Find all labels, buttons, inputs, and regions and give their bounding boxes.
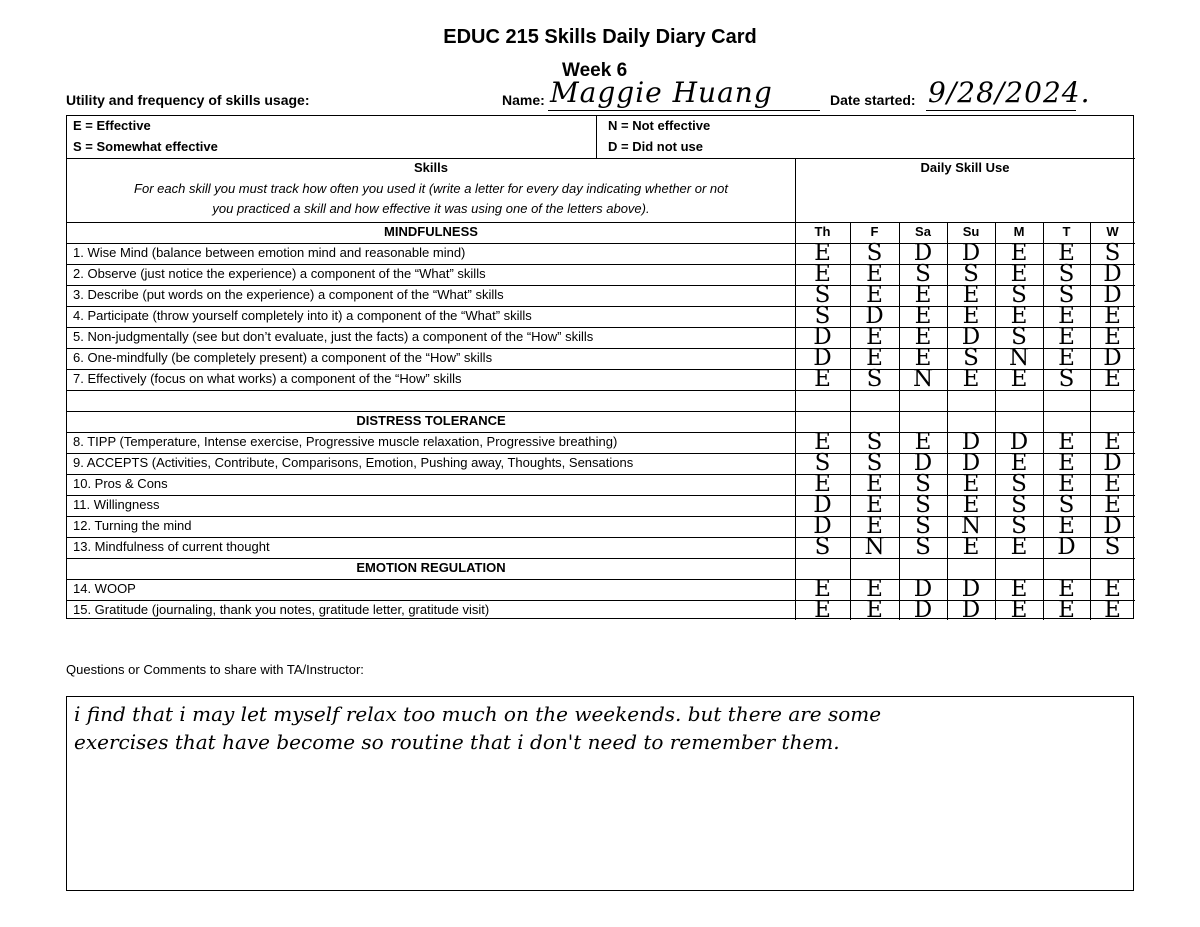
skill-mark-th[interactable]: E	[814, 240, 831, 266]
skill-mark-f[interactable]: E	[866, 597, 883, 623]
skill-mark-t[interactable]: E	[1058, 471, 1075, 497]
skill-mark-m[interactable]: S	[1011, 513, 1027, 539]
skill-mark-su[interactable]: S	[963, 345, 979, 371]
skill-label: 11. Willingness	[73, 497, 160, 512]
skill-mark-su[interactable]: E	[962, 366, 980, 392]
skill-mark-f[interactable]: S	[866, 450, 883, 476]
utility-label: Utility and frequency of skills usage:	[66, 92, 310, 108]
skill-mark-th[interactable]: S	[814, 450, 831, 476]
skill-mark-m[interactable]: E	[1010, 534, 1028, 560]
skill-mark-w[interactable]: D	[1103, 513, 1122, 539]
day-header-su: Su	[962, 224, 980, 239]
skill-mark-w[interactable]: E	[1104, 366, 1121, 392]
skill-label: 2. Observe (just notice the experience) a component of the “What” skills	[73, 266, 486, 281]
skill-mark-th[interactable]: E	[814, 576, 831, 602]
skills-table	[66, 115, 1134, 623]
skill-mark-w[interactable]: D	[1103, 450, 1122, 476]
name-label: Name:	[502, 92, 545, 108]
skill-mark-sa[interactable]: E	[914, 303, 932, 329]
skill-label: 13. Mindfulness of current thought	[73, 539, 270, 554]
skill-mark-sa[interactable]: D	[913, 450, 933, 476]
skill-mark-su[interactable]: E	[962, 303, 980, 329]
date-started-label: Date started:	[830, 92, 916, 108]
skill-mark-f[interactable]: S	[866, 240, 883, 266]
skill-mark-w[interactable]: E	[1104, 429, 1121, 455]
skill-mark-th[interactable]: E	[814, 261, 831, 287]
skill-mark-sa[interactable]: E	[914, 282, 932, 308]
skill-mark-su[interactable]: D	[961, 324, 981, 350]
skill-label: 6. One-mindfully (be completely present) a component of the “How” skills	[73, 350, 493, 365]
skill-mark-su[interactable]: D	[961, 450, 981, 476]
skill-mark-m[interactable]: E	[1010, 303, 1028, 329]
skill-mark-f[interactable]: E	[866, 324, 883, 350]
skill-mark-t[interactable]: D	[1057, 534, 1076, 560]
skill-mark-sa[interactable]: N	[912, 366, 934, 392]
skill-mark-f[interactable]: E	[866, 282, 883, 308]
skill-mark-sa[interactable]: S	[915, 534, 931, 560]
skills-heading: Skills	[414, 160, 448, 175]
skill-mark-t[interactable]: E	[1058, 345, 1075, 371]
skill-label: 5. Non-judgmentally (see but don’t evaluate, just the facts) a component of the “How” skills	[73, 329, 594, 344]
skill-label: 7. Effectively (focus on what works) a component of the “How” skills	[73, 371, 462, 386]
skill-mark-m[interactable]: N	[1008, 345, 1030, 371]
comment-line-2: exercises that have become so routine that i don't need to remember them.	[74, 730, 840, 754]
skill-mark-sa[interactable]: E	[914, 345, 932, 371]
skill-mark-t[interactable]: S	[1058, 366, 1075, 392]
skill-mark-sa[interactable]: S	[915, 492, 931, 518]
skill-mark-th[interactable]: E	[814, 429, 831, 455]
week-label: Week 6	[562, 60, 628, 81]
skill-label: 12. Turning the mind	[73, 518, 192, 533]
grid-hline	[67, 158, 1135, 159]
skill-mark-w[interactable]: D	[1103, 261, 1122, 287]
skill-mark-t[interactable]: E	[1058, 303, 1075, 329]
skill-mark-f[interactable]: S	[866, 366, 883, 392]
legend-not-effective: N = Not effective	[608, 118, 711, 133]
skill-mark-th[interactable]: E	[814, 597, 831, 623]
skill-label: 3. Describe (put words on the experience) a component of the “What” skills	[73, 287, 504, 302]
skill-mark-su[interactable]: E	[962, 534, 980, 560]
skill-mark-f[interactable]: D	[865, 303, 884, 329]
instructions-line-1: For each skill you must track how often you used it (write a letter for every day indicating whether or not	[134, 181, 728, 196]
skill-mark-th[interactable]: S	[814, 303, 831, 329]
skill-mark-m[interactable]: D	[1009, 429, 1029, 455]
name-field[interactable]: Maggie Huang	[550, 76, 773, 109]
skill-mark-su[interactable]: D	[961, 576, 981, 602]
skill-mark-w[interactable]: E	[1104, 576, 1121, 602]
skill-mark-su[interactable]: E	[962, 282, 980, 308]
legend-effective: E = Effective	[73, 118, 151, 133]
legend-somewhat: S = Somewhat effective	[73, 139, 218, 154]
comment-line-1: i find that i may let myself relax too much on the weekends. but there are some	[74, 702, 882, 726]
skill-mark-sa[interactable]: S	[915, 471, 931, 497]
skill-mark-f[interactable]: N	[864, 534, 885, 560]
section-heading-emotion-regulation: EMOTION REGULATION	[356, 560, 506, 575]
skill-label: 9. ACCEPTS (Activities, Contribute, Comparisons, Emotion, Pushing away, Thoughts, Sensations	[73, 455, 634, 470]
legend-did-not-use: D = Did not use	[608, 139, 703, 154]
skill-mark-f[interactable]: E	[866, 261, 883, 287]
skill-mark-w[interactable]: E	[1104, 324, 1121, 350]
skill-mark-sa[interactable]: S	[915, 513, 931, 539]
skill-mark-m[interactable]: S	[1011, 492, 1027, 518]
skill-mark-m[interactable]: E	[1010, 366, 1028, 392]
skill-mark-su[interactable]: D	[961, 597, 981, 623]
skill-mark-w[interactable]: S	[1104, 240, 1121, 266]
skill-mark-w[interactable]: S	[1104, 534, 1121, 560]
grid-hline	[67, 390, 1135, 391]
card-title: EDUC 215 Skills Daily Diary Card	[443, 26, 757, 48]
skill-mark-sa[interactable]: E	[914, 324, 932, 350]
skill-mark-f[interactable]: S	[866, 429, 883, 455]
skill-mark-f[interactable]: E	[866, 345, 883, 371]
skill-mark-f[interactable]: E	[866, 492, 883, 518]
skill-mark-w[interactable]: E	[1104, 303, 1121, 329]
skill-mark-w[interactable]: D	[1103, 282, 1122, 308]
grid-vline	[596, 116, 597, 158]
skill-mark-t[interactable]: E	[1058, 513, 1075, 539]
skill-mark-th[interactable]: E	[814, 366, 831, 392]
day-header-m: M	[1013, 224, 1025, 239]
skill-mark-t[interactable]: E	[1058, 597, 1075, 623]
daily-skill-use-heading: Daily Skill Use	[920, 160, 1010, 175]
skill-mark-m[interactable]: S	[1011, 282, 1027, 308]
skill-mark-su[interactable]: E	[962, 471, 980, 497]
day-header-sa: Sa	[915, 224, 931, 239]
name-underline	[548, 110, 820, 111]
skill-mark-th[interactable]: S	[814, 534, 831, 560]
skill-mark-f[interactable]: E	[866, 513, 883, 539]
skill-mark-sa[interactable]: D	[913, 240, 933, 266]
skill-mark-w[interactable]: E	[1104, 471, 1121, 497]
skill-mark-t[interactable]: E	[1058, 576, 1075, 602]
skill-mark-m[interactable]: E	[1010, 240, 1028, 266]
section-heading-mindfulness: MINDFULNESS	[384, 224, 478, 239]
skill-mark-su[interactable]: E	[962, 492, 980, 518]
skill-mark-t[interactable]: E	[1058, 324, 1075, 350]
skill-mark-t[interactable]: E	[1058, 429, 1075, 455]
skill-mark-su[interactable]: D	[961, 429, 981, 455]
skill-mark-sa[interactable]: E	[914, 429, 932, 455]
date-underline	[926, 110, 1076, 111]
skill-label: 1. Wise Mind (balance between emotion mind and reasonable mind)	[73, 245, 466, 260]
skill-mark-t[interactable]: S	[1058, 261, 1075, 287]
skill-mark-m[interactable]: E	[1010, 450, 1028, 476]
skill-mark-t[interactable]: S	[1058, 492, 1075, 518]
skill-mark-th[interactable]: D	[813, 513, 832, 539]
skill-label: 15. Gratitude (journaling, thank you notes, gratitude letter, gratitude visit)	[73, 602, 490, 617]
skill-mark-m[interactable]: E	[1010, 576, 1028, 602]
skill-mark-sa[interactable]: D	[913, 576, 933, 602]
day-header-w: W	[1106, 224, 1119, 239]
day-header-f: F	[870, 224, 879, 239]
skill-mark-w[interactable]: D	[1103, 345, 1122, 371]
comments-text[interactable]	[74, 700, 1124, 756]
skill-label: 8. TIPP (Temperature, Intense exercise, Progressive muscle relaxation, Progressive breathing)	[73, 434, 618, 449]
comments-label: Questions or Comments to share with TA/Instructor:	[66, 662, 364, 677]
date-started-field[interactable]: 9/28/2024.	[928, 76, 1091, 109]
skill-mark-su[interactable]: S	[963, 261, 979, 287]
skill-mark-sa[interactable]: S	[915, 261, 931, 287]
skill-mark-th[interactable]: D	[813, 324, 832, 350]
skill-mark-su[interactable]: D	[961, 240, 981, 266]
skill-mark-f[interactable]: E	[866, 576, 883, 602]
skill-mark-w[interactable]: E	[1104, 492, 1121, 518]
skill-mark-m[interactable]: S	[1011, 471, 1027, 497]
day-header-th: Th	[814, 224, 831, 239]
skill-mark-t[interactable]: E	[1058, 240, 1075, 266]
section-heading-distress-tolerance: DISTRESS TOLERANCE	[356, 413, 506, 428]
skill-mark-sa[interactable]: D	[913, 597, 933, 623]
skill-mark-th[interactable]: S	[814, 282, 831, 308]
day-header-t: T	[1062, 224, 1071, 239]
skill-mark-w[interactable]: E	[1104, 597, 1121, 623]
skill-mark-th[interactable]: D	[813, 492, 832, 518]
skill-mark-m[interactable]: E	[1010, 261, 1028, 287]
skill-mark-m[interactable]: S	[1011, 324, 1027, 350]
skill-mark-th[interactable]: D	[813, 345, 832, 371]
skill-mark-th[interactable]: E	[814, 471, 831, 497]
skill-mark-t[interactable]: E	[1058, 450, 1075, 476]
skill-label: 14. WOOP	[73, 581, 136, 596]
skill-mark-m[interactable]: E	[1010, 597, 1028, 623]
skill-mark-t[interactable]: S	[1058, 282, 1075, 308]
skill-mark-f[interactable]: E	[866, 471, 883, 497]
instructions-line-2: you practiced a skill and how effective it was using one of the letters above).	[212, 201, 650, 216]
skill-label: 4. Participate (throw yourself completely into it) a component of the “What” skills	[73, 308, 532, 323]
skill-mark-su[interactable]: N	[960, 513, 982, 539]
skill-label: 10. Pros & Cons	[73, 476, 168, 491]
